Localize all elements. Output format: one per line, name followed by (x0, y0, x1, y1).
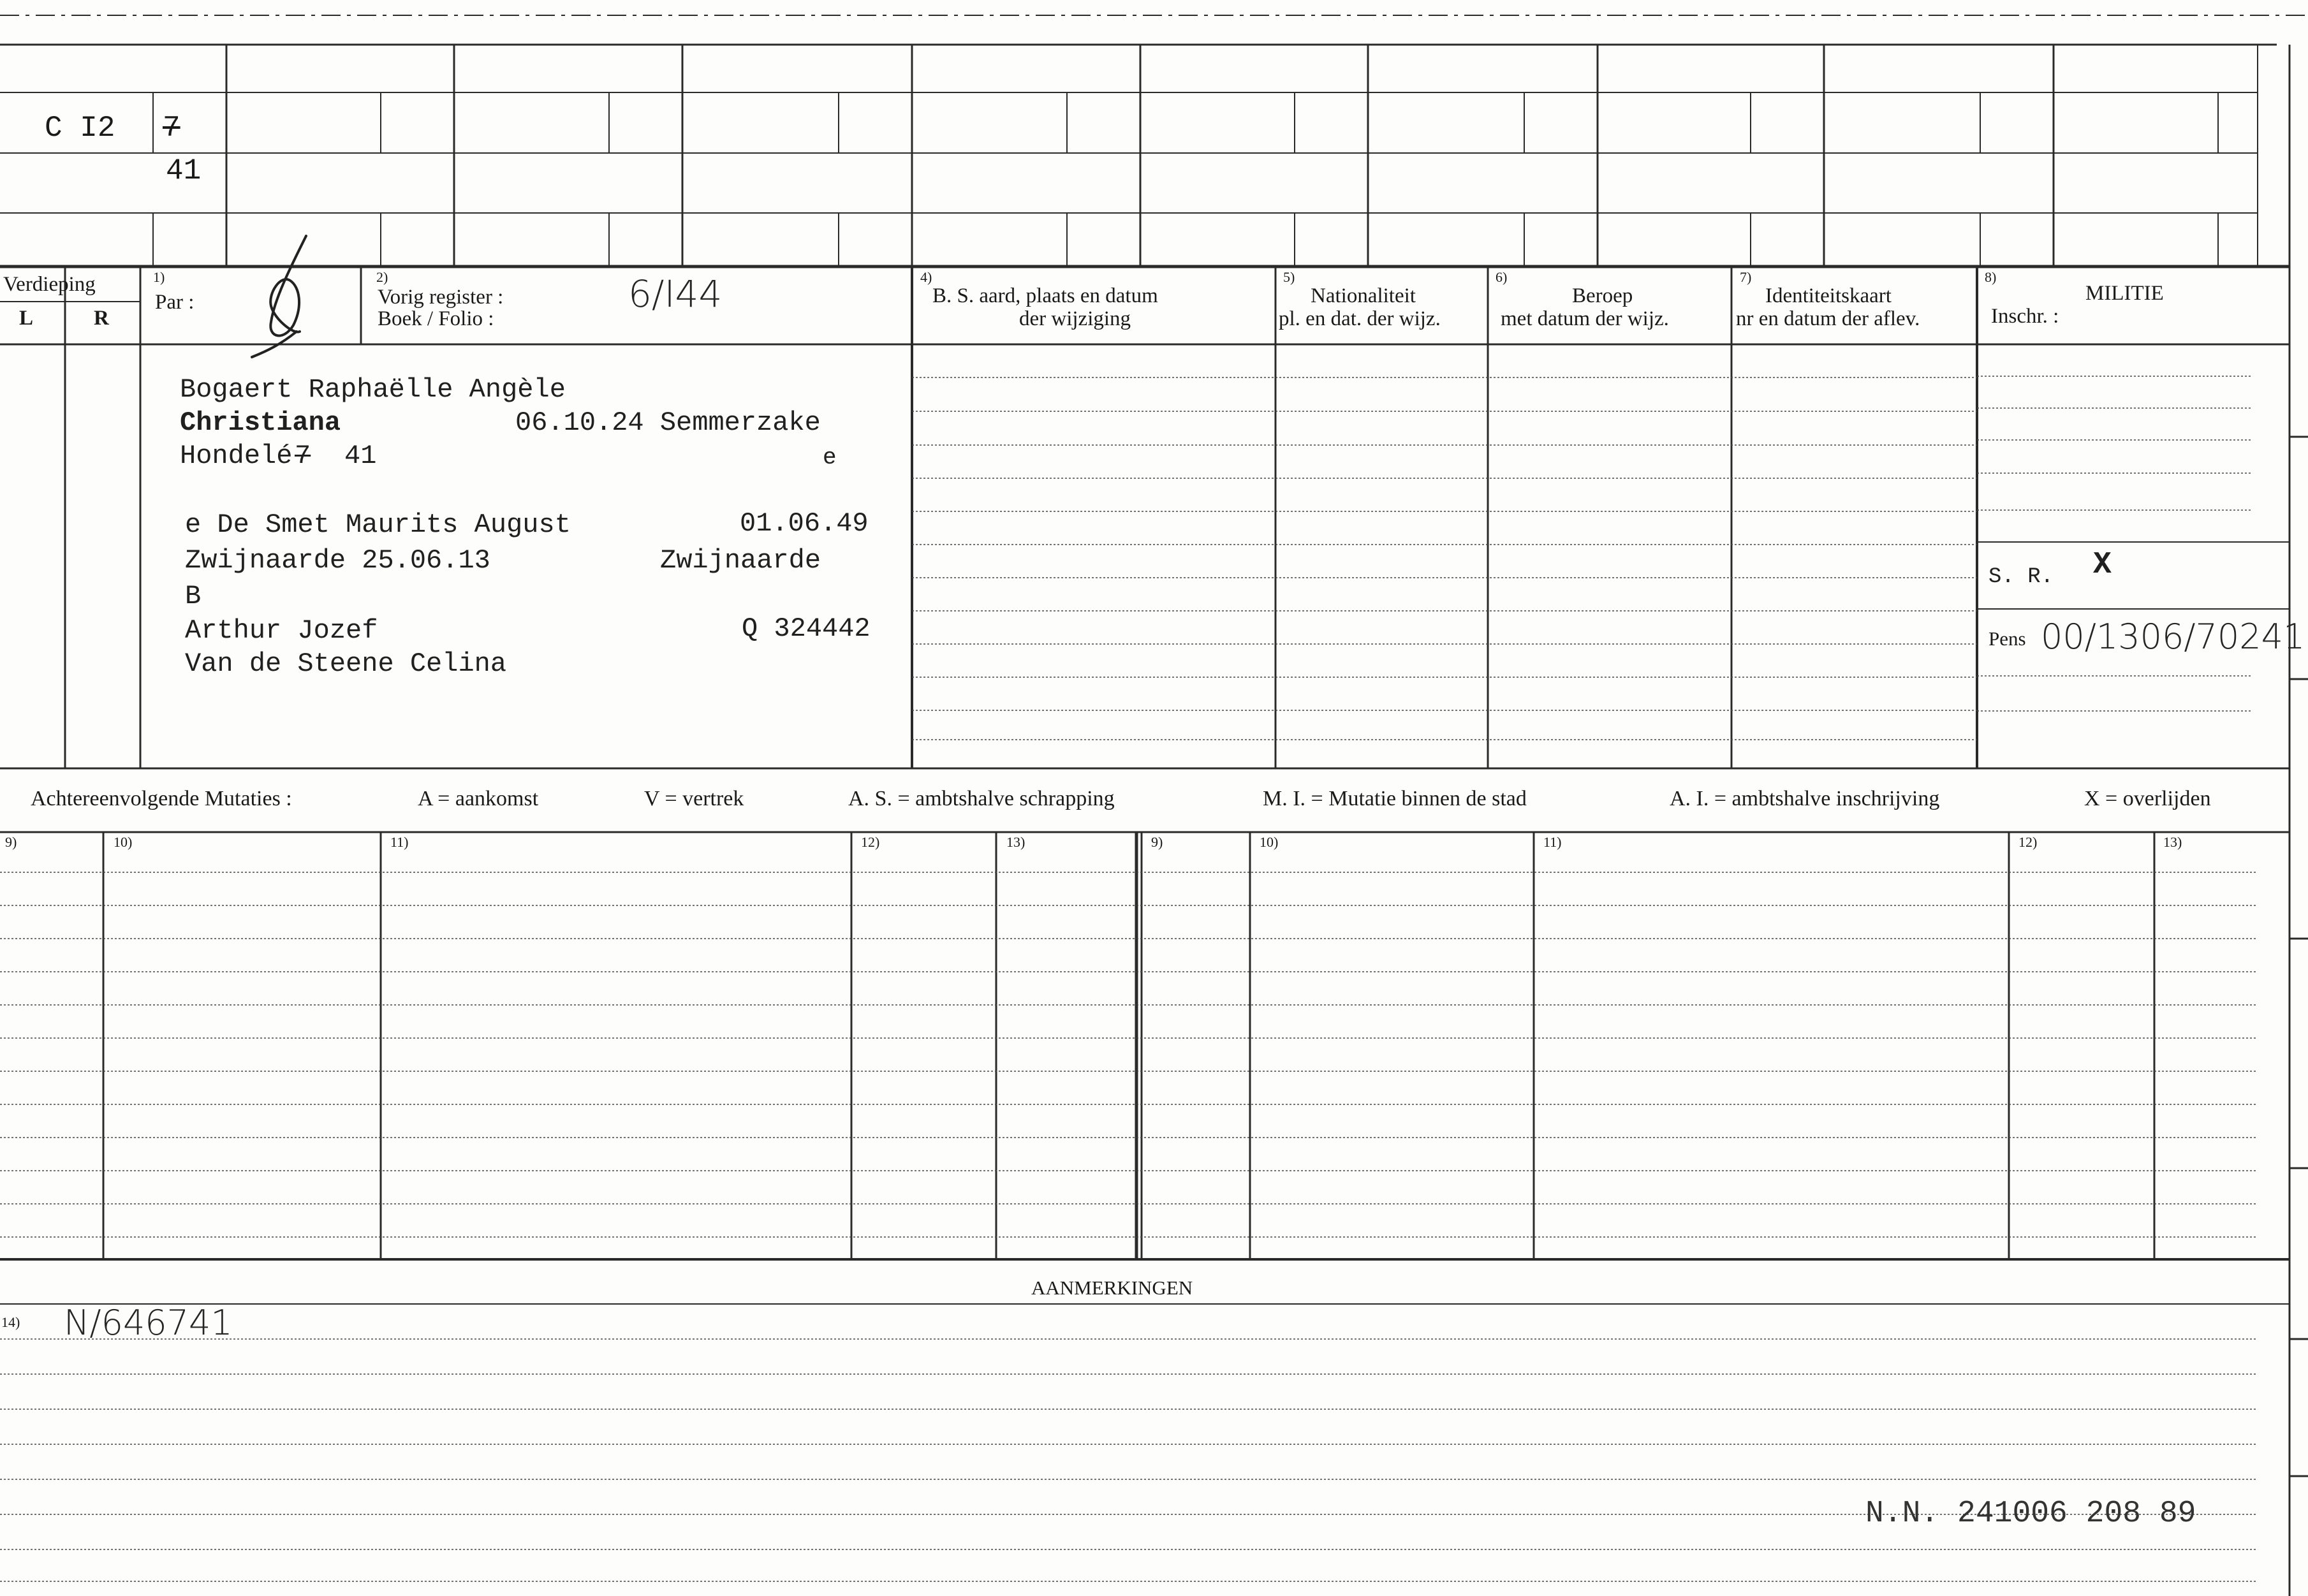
pens-label: Pens (1988, 627, 2026, 650)
person-line7-name: Arthur Jozef (185, 615, 378, 646)
mutation-col-10a: 10) (114, 834, 133, 850)
remarks-title: AANMERKINGEN (1031, 1277, 1193, 1299)
pens-value: 00/1306/70241 (2041, 617, 2305, 657)
person-line3-number: 41 (344, 441, 377, 471)
person-line2-rest: 06.10.24 Semmerzake (515, 407, 821, 438)
verdieping-label: Verdieping (3, 273, 96, 296)
mutation-col-11b: 11) (1543, 834, 1562, 850)
beroep-header-line1: Beroep (1572, 284, 1633, 307)
person-line3-struck: 7 (295, 441, 311, 471)
legend-a: A = aankomst (418, 787, 539, 810)
person-line7-code: Q 324442 (742, 613, 871, 644)
nat-header-line1: Nationaliteit (1311, 284, 1416, 307)
boek-folio-label: Boek / Folio : (378, 307, 494, 330)
mutation-col-13b: 13) (2163, 834, 2182, 850)
person-line4-name: e De Smet Maurits August (185, 509, 571, 540)
person-line6: B (185, 581, 202, 611)
person-line1: Bogaert Raphaëlle Angèle (180, 374, 566, 405)
militie-inschr-label: Inschr. : (1991, 305, 2059, 328)
person-line4-date: 01.06.49 (740, 508, 869, 539)
militie-title: MILITIE (2085, 282, 2164, 305)
militie-number: 8) (1985, 269, 1997, 285)
vorig-register-label: Vorig register : (378, 286, 504, 309)
mutation-col-11a: 11) (390, 834, 409, 850)
column-l-label: L (19, 307, 34, 330)
bs-number: 4) (920, 269, 932, 285)
id-number: 7) (1740, 269, 1752, 285)
person-line3-e: e (823, 444, 837, 471)
vorig-register-value: 6/I44 (628, 272, 723, 316)
legend-ai: A. I. = ambtshalve inschrijving (1670, 787, 1940, 810)
legend-mi: M. I. = Mutatie binnen de stad (1263, 787, 1527, 810)
national-number: N.N. 241006 208 89 (1865, 1497, 2196, 1531)
nat-number: 5) (1283, 269, 1295, 285)
mutation-col-9a: 9) (5, 834, 17, 850)
vorig-number: 2) (376, 269, 388, 285)
beroep-header-line2: met datum der wijz. (1501, 307, 1669, 330)
nat-header-line2: pl. en dat. der wijz. (1279, 307, 1441, 330)
mutation-col-10b: 10) (1260, 834, 1279, 850)
sr-value: X (2093, 548, 2112, 582)
person-line2-name: Christiana (180, 407, 341, 438)
code-bottom-number: 41 (166, 154, 202, 187)
remarks-value: N/646741 (64, 1303, 233, 1343)
bs-header-line2: der wijziging (1019, 307, 1131, 330)
person-line3-name: Hondelé (180, 441, 293, 471)
legend-x: X = overlijden (2084, 787, 2211, 810)
person-line5-left: Zwijnaarde 25.06.13 (185, 545, 490, 576)
mutation-col-12a: 12) (861, 834, 880, 850)
mutation-col-12b: 12) (2018, 834, 2038, 850)
id-header-line1: Identiteitskaart (1765, 284, 1892, 307)
par-label: Par : (155, 291, 195, 314)
id-header-line2: nr en datum der aflev. (1736, 307, 1920, 330)
column-r-label: R (94, 307, 109, 330)
remarks-number: 14) (1, 1314, 20, 1330)
par-number: 1) (153, 269, 165, 285)
mutation-col-13a: 13) (1006, 834, 1025, 850)
par-signature (252, 236, 306, 357)
person-line8: Van de Steene Celina (185, 648, 507, 679)
person-line5-right: Zwijnaarde (660, 545, 821, 576)
beroep-number: 6) (1496, 269, 1508, 285)
code-struck-number: 7 (163, 112, 180, 145)
legend-title: Achtereenvolgende Mutaties : (31, 787, 292, 810)
sr-label: S. R. (1988, 565, 2054, 589)
legend-as: A. S. = ambtshalve schrapping (848, 787, 1115, 810)
legend-v: V = vertrek (644, 787, 744, 810)
mutation-col-9b: 9) (1151, 834, 1163, 850)
bs-header-line1: B. S. aard, plaats en datum (932, 284, 1158, 307)
code-prefix: C I2 (45, 112, 115, 145)
